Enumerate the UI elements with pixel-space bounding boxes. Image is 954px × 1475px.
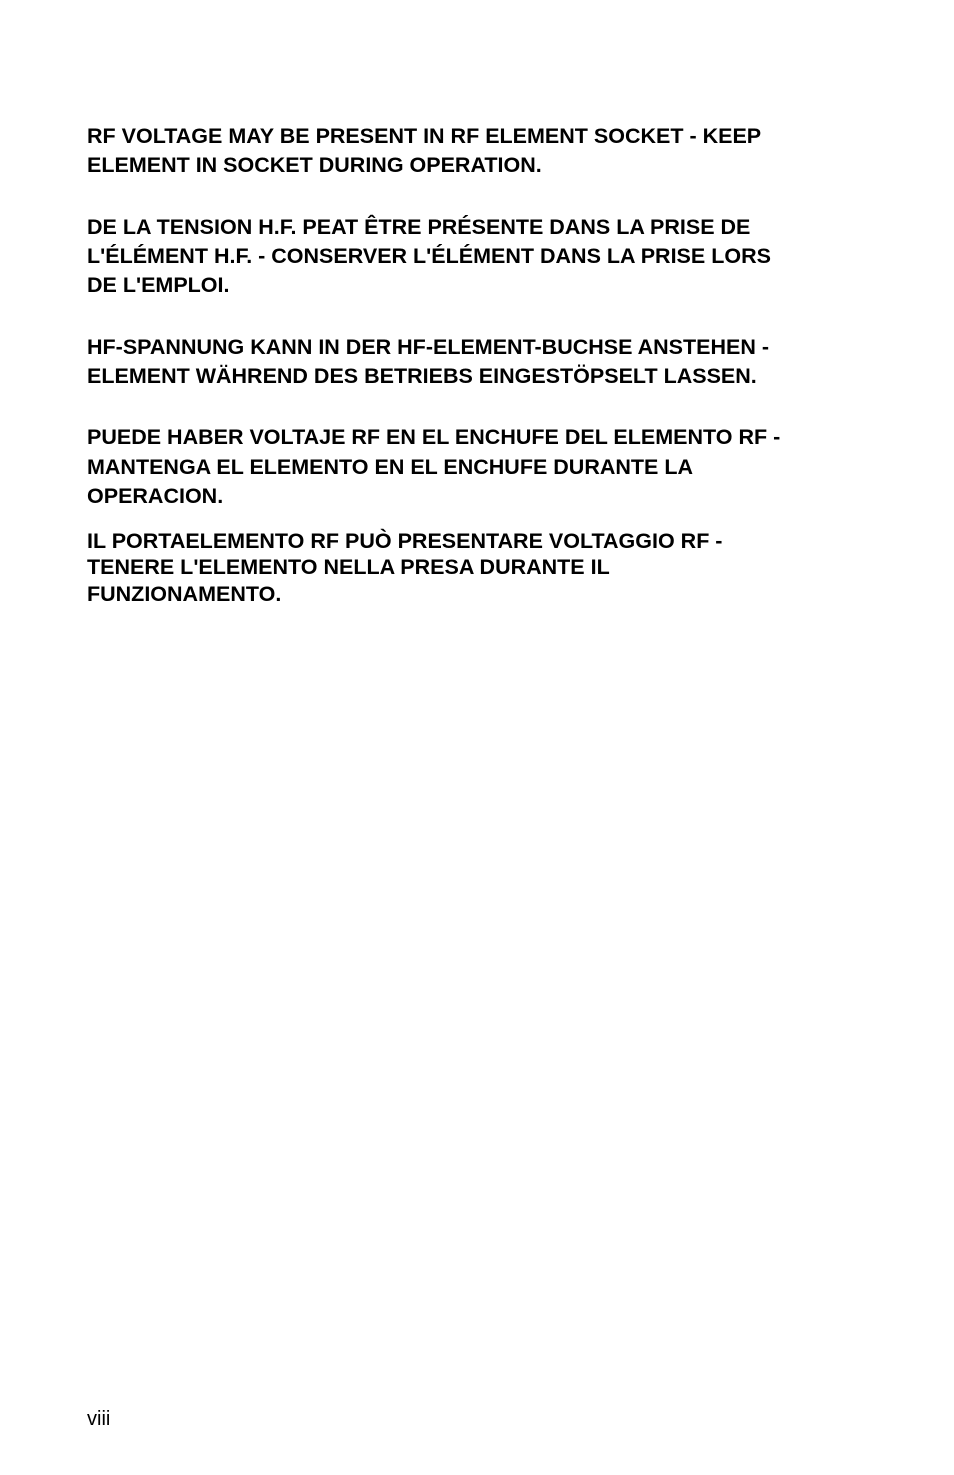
warning-section [87,122,877,607]
warning-english: RF VOLTAGE MAY BE PRESENT IN RF ELEMENT SOCKET - KEEP ELEMENT IN SOCKET DURING OPERATION. [87,124,762,177]
warning-german: HF-SPANNUNG KANN IN DER HF-ELEMENT-BUCHSE ANSTEHEN - ELEMENT WÄHREND DES BETRIEBS EINGESTÖPSELT LASSEN. [87,335,770,388]
warning-french: DE LA TENSION H.F. PEAT ÊTRE PRÉSENTE DANS LA PRISE DE L'ÉLÉMENT H.F. - CONSERVER L'ÉLÉMENT DANS LA PRISE LORS DE L'EMPLOI. [87,215,771,297]
warning-italian: IL PORTAELEMENTO RF PUÒ PRESENTARE VOLTAGGIO RF - TENERE L'ELEMENTO NELLA PRESA DURANTE IL FUNZIONAMENTO. [87,528,723,606]
page-number: viii [87,1408,111,1430]
warning-spanish: PUEDE HABER VOLTAJE RF EN EL ENCHUFE DEL ELEMENTO RF - MANTENGA EL ELEMENTO EN EL ENCHUFE DURANTE LA OPERACION. [87,425,781,508]
